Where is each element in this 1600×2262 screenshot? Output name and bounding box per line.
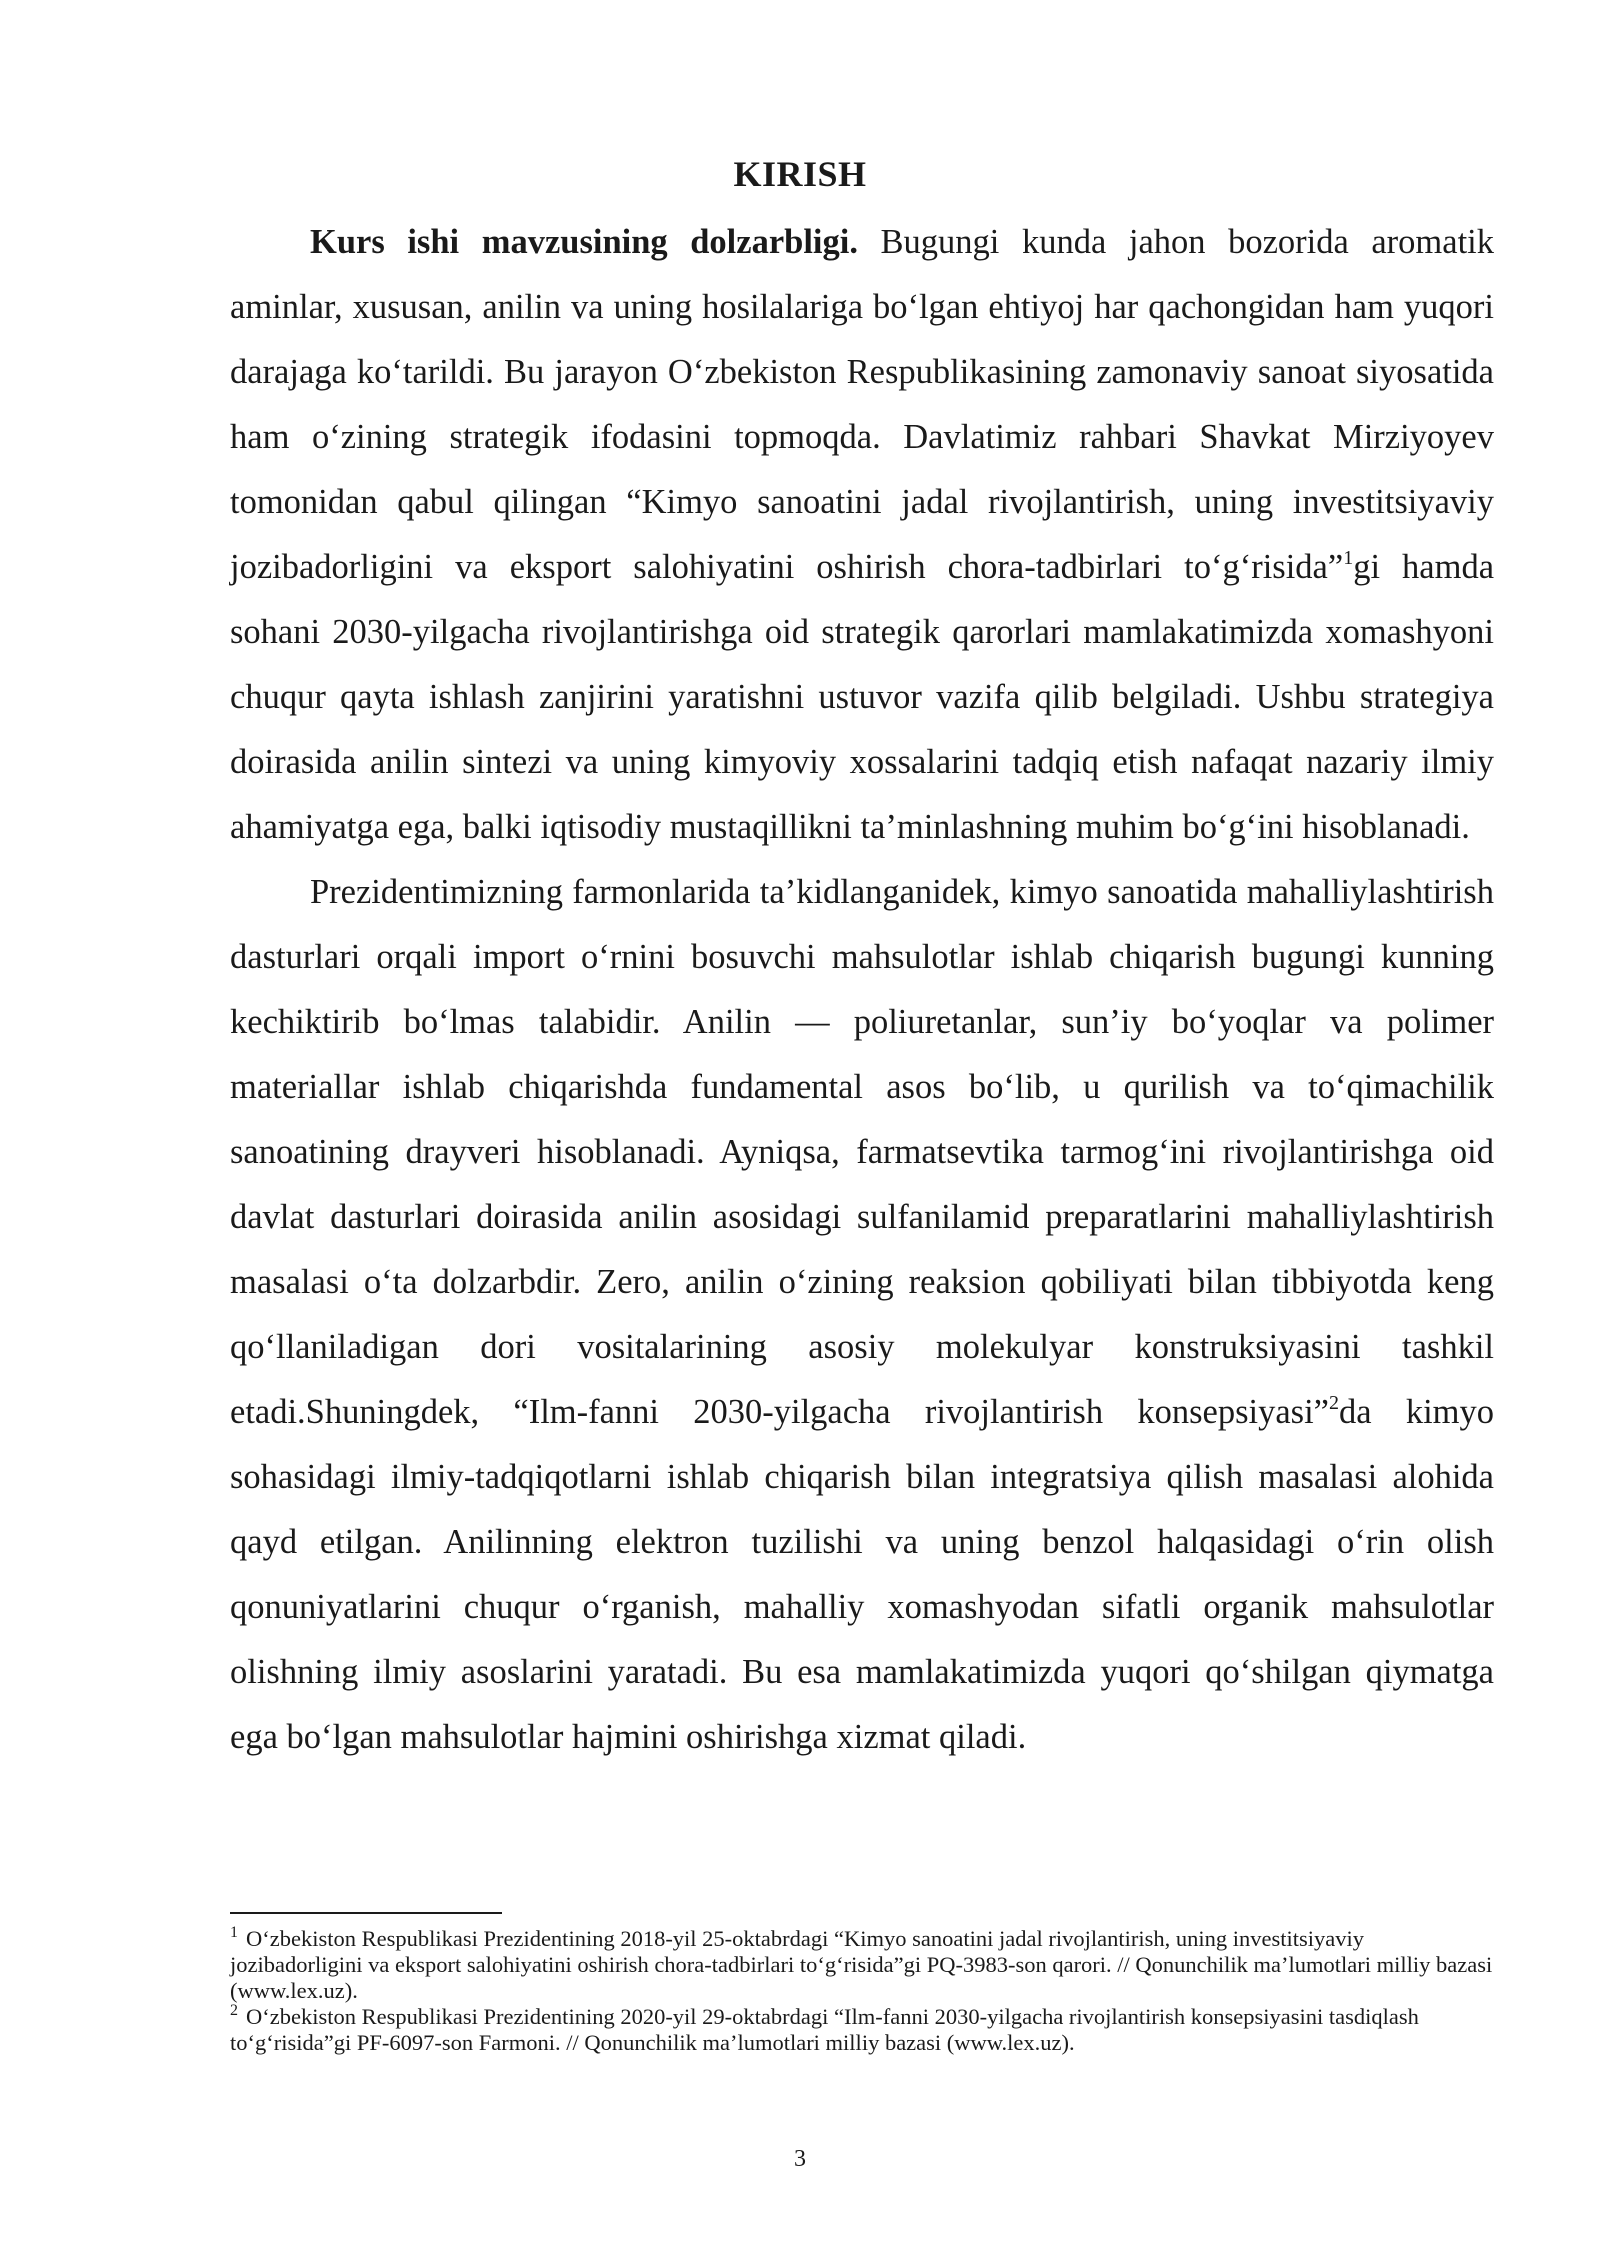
- paragraph-lead: Kurs ishi mavzusining dolzarbligi.: [310, 223, 858, 261]
- paragraph-text: Prezidentimizning farmonlarida ta’kidlanganidek, kimyo sanoatida mahalliylashtirish dasturlari orqali import oʻrnini bosuvchi mahsulotlar ishlab chiqarish bugungi kunning kechiktirib boʻlmas talabidir. Anilin — poliuretanlar, sun’iy boʻyoqlar va polimer materiallar ishlab chiqarishda fundamental asos boʻlib, u qurilish va toʻqimachilik sanoatining drayveri hisoblanadi. Ayniqsa, farmatsevtika tarmogʻini rivojlantirishga oid davlat dasturlari doirasida anilin asosidagi sulfanilamid preparatlarini mahalliylashtirish masalasi oʻta dolzarbdir. Zero, anilin oʻzining reaksion qobiliyati bilan tibbiyotda keng qoʻllaniladigan dori vositalarining asosiy molekulyar konstruksiyasini tashkil etadi.Shuningdek, “Ilm-fanni 2030-yilgacha rivojlantirish konsepsiyasi”: [230, 873, 1494, 1431]
- paragraph-relevance: [230, 210, 1494, 860]
- paragraph-text: gi hamda sohani 2030-yilgacha rivojlantirishga oid strategik qarorlari mamlakatimizda xomashyoni chuqur qayta ishlash zanjirini yaratishni ustuvor vazifa qilib belgiladi. Ushbu strategiya doirasida anilin sintezi va uning kimyoviy xossalarini tadqiq etish nafaqat nazariy ilmiy ahamiyatga ega, balki iqtisodiy mustaqillikni ta’minlashning muhim boʻgʻini hisoblanadi.: [230, 548, 1495, 846]
- footnote-item: [230, 2004, 1494, 2056]
- footnote-text: Oʻzbekiston Respublikasi Prezidentining 2020-yil 29-oktabrdagi “Ilm-fanni 2030-yilgacha rivojlantirish konsepsiyasini tasdiqlash toʻgʻrisida”gi PF-6097-son Farmoni. // Qonunchilik ma’lumotlari milliy bazasi (www.lex.uz).: [230, 2004, 1419, 2055]
- page-number: 3: [794, 2146, 806, 2172]
- footnote-reference: 1: [1343, 547, 1354, 569]
- footnote-reference: 2: [1329, 1392, 1339, 1414]
- footnote-separator: [230, 1912, 502, 1914]
- body-text: [230, 210, 1494, 1770]
- footnotes: [230, 1926, 1494, 2056]
- paragraph-text: Bugungi kunda jahon bozorida aromatik aminlar, xususan, anilin va uning hosilalariga boʻlgan ehtiyoj har qachongidan ham yuqori darajaga koʻtarildi. Bu jarayon Oʻzbekiston Respublikasining zamonaviy sanoat siyosatida ham oʻzining strategik ifodasini topmoqda. Davlatimiz rahbari Shavkat Mirziyoyev tomonidan qabul qilingan “Kimyo sanoatini jadal rivojlantirish, uning investitsiyaviy jozibadorligini va eksport salohiyatini oshirish chora-tadbirlari toʻgʻrisida”: [230, 223, 1494, 586]
- section-heading: KIRISH: [733, 154, 867, 194]
- footnote-number: 2: [230, 2002, 238, 2019]
- paragraph-presidential-decrees: [230, 860, 1494, 1770]
- paragraph-text: da kimyo sohasidagi ilmiy-tadqiqotlarni ishlab chiqarish bilan integratsiya qilish masalasi alohida qayd etilgan. Anilinning elektron tuzilishi va uning benzol halqasidagi oʻrin olish qonuniyatlarini chuqur oʻrganish, mahalliy xomashyodan sifatli organik mahsulotlar olishning ilmiy asoslarini yaratadi. Bu esa mamlakatimizda yuqori qoʻshilgan qiymatga ega boʻlgan mahsulotlar hajmini oshirishga xizmat qiladi.: [230, 1393, 1494, 1756]
- footnote-number: 1: [230, 1924, 238, 1941]
- footnote-text: Oʻzbekiston Respublikasi Prezidentining 2018-yil 25-oktabrdagi “Kimyo sanoatini jadal rivojlantirish, uning investitsiyaviy jozibadorligini va eksport salohiyatini oshirish chora-tadbirlari toʻgʻrisida”gi PQ-3983-son qarori. // Qonunchilik ma’lumotlari milliy bazasi (www.lex.uz).: [230, 1926, 1493, 2003]
- footnote-item: [230, 1926, 1494, 2004]
